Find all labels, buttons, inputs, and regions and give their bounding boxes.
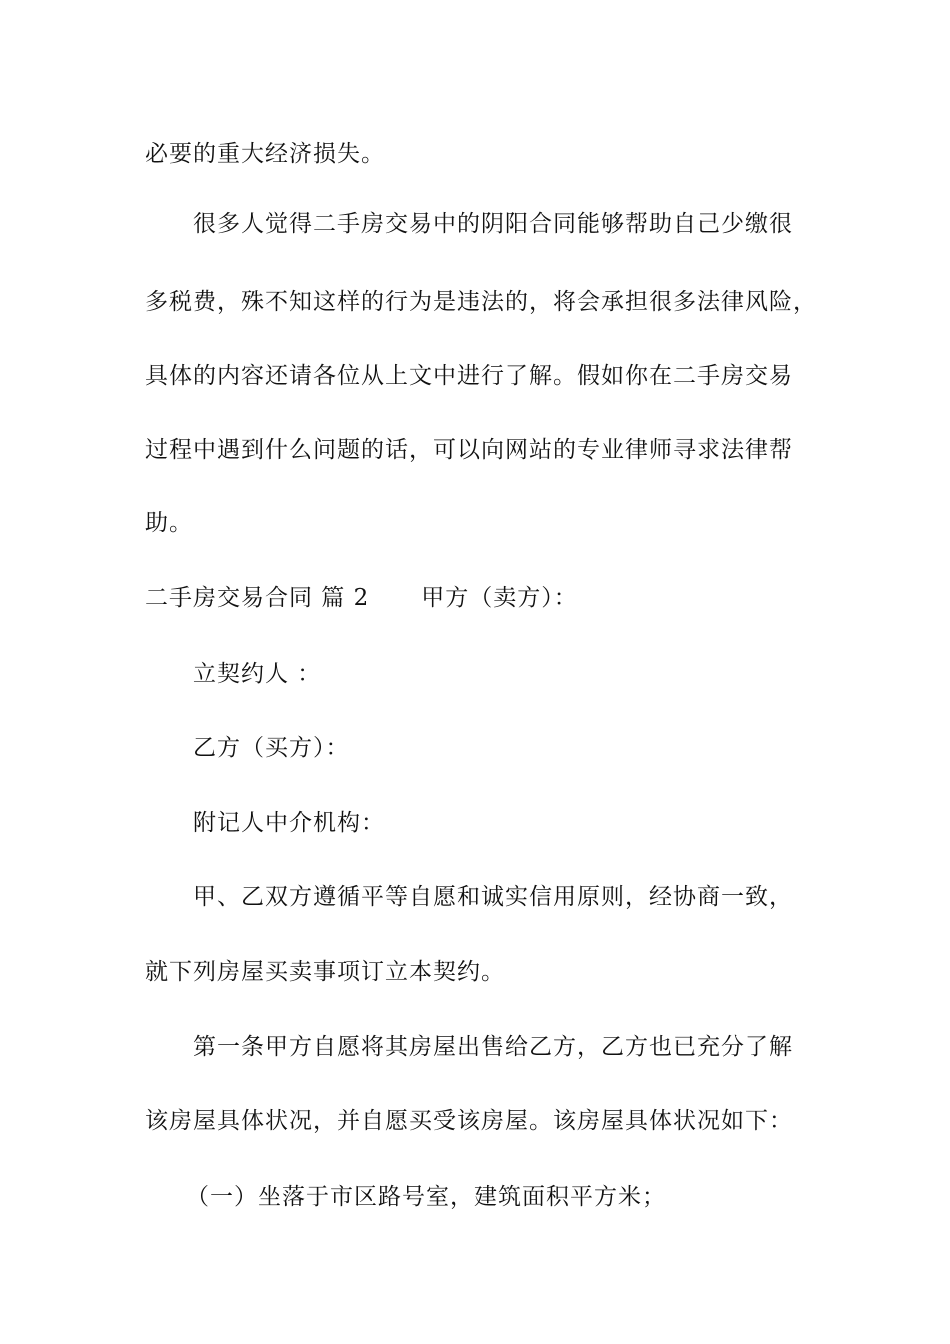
contract-line: 甲、乙双方遵循平等自愿和诚实信用原则，经协商一致， xyxy=(193,884,793,910)
contract-line: 立契约人 ： xyxy=(193,661,322,687)
contract-line: （一）坐落于市区路号室，建筑面积平方米； xyxy=(186,1184,666,1210)
section-heading xyxy=(145,583,578,613)
contract-line: 第一条甲方自愿将其房屋出售给乙方，乙方也已充分了解 xyxy=(193,1034,793,1060)
contract-line: 附记人中介机构： xyxy=(193,810,385,836)
paragraph-line: 必要的重大经济损失。 xyxy=(145,141,385,167)
paragraph-line: 很多人觉得二手房交易中的阴阳合同能够帮助自己少缴很 xyxy=(193,211,793,237)
paragraph-line: 多税费，殊不知这样的行为是违法的，将会承担很多法律风险， xyxy=(145,289,817,315)
contract-line: 乙方（买方）： xyxy=(193,735,350,761)
paragraph-line: 过程中遇到什么问题的话，可以向网站的专业律师寻求法律帮 xyxy=(145,437,793,463)
paragraph-line: 助。 xyxy=(145,510,193,536)
section-title: 二手房交易合同 篇 2 xyxy=(145,585,370,611)
party-a-label: 甲方（卖方）： xyxy=(421,585,578,611)
contract-line: 该房屋具体状况，并自愿买受该房屋。该房屋具体状况如下： xyxy=(145,1108,793,1134)
contract-line: 就下列房屋买卖事项订立本契约。 xyxy=(145,959,505,985)
paragraph-line: 具体的内容还请各位从上文中进行了解。假如你在二手房交易 xyxy=(145,363,793,389)
